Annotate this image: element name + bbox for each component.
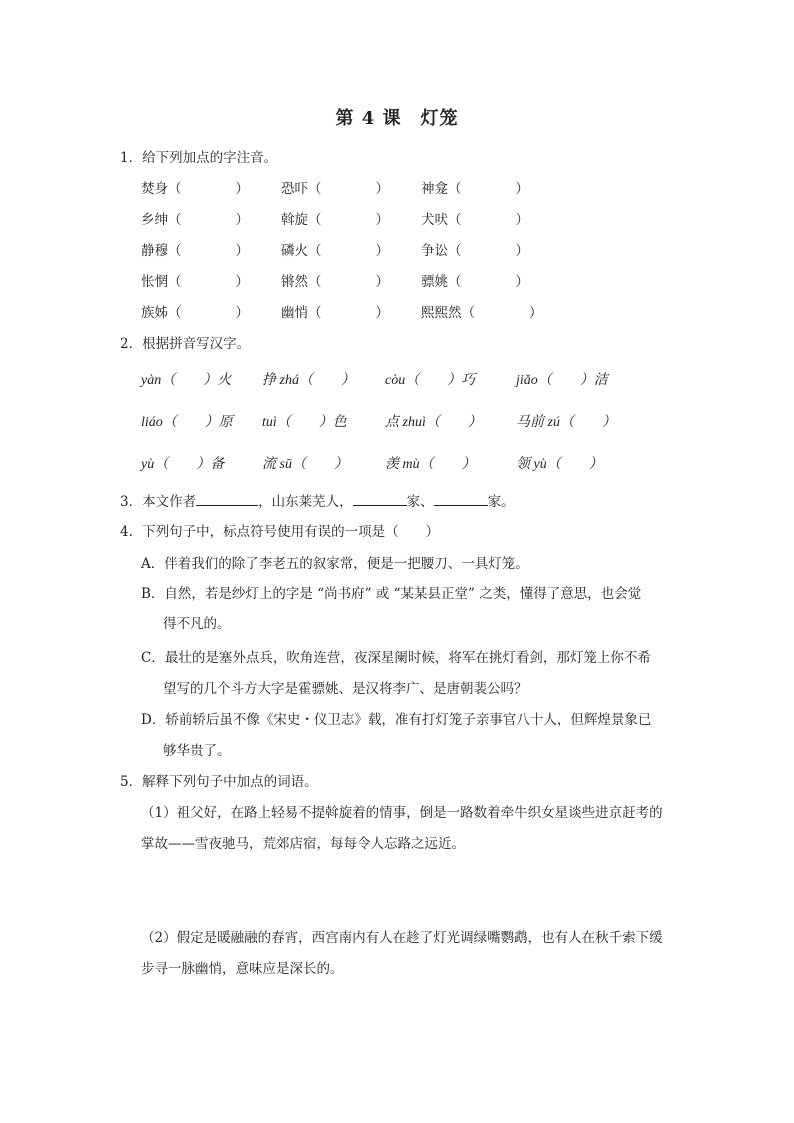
q1-item: 锵然（ ） xyxy=(281,274,389,290)
question-4-stem: 4．下列句子中，标点符号使用有误的一项是（ ） xyxy=(120,524,440,540)
q2-item: tuì（ ）色 xyxy=(262,415,347,430)
question-1-stem: 1．给下列加点的字注音。 xyxy=(120,150,278,166)
q2-item: yù（ ）备 xyxy=(141,457,225,472)
q1-item: 骠姚（ ） xyxy=(421,274,529,290)
question-2-stem: 2．根据拼音写汉字。 xyxy=(120,336,251,352)
q4-option-b-cont: 得不凡的。 xyxy=(163,616,231,632)
q1-item: 焚身（ ） xyxy=(141,181,249,197)
q1-item: 乡绅（ ） xyxy=(141,212,249,228)
q1-item: 神龛（ ） xyxy=(421,181,529,197)
q1-item: 幽悄（ ） xyxy=(281,305,389,321)
q3-text-3: 家、 xyxy=(406,494,434,510)
q4-option-d-cont: 够华贵了。 xyxy=(163,743,231,759)
question-5-stem: 5．解释下列句子中加点的词语。 xyxy=(120,774,318,790)
q5-sentence-1-cont: 掌故——雪夜驰马，荒郊店宿，每每令人忘路之远近。 xyxy=(141,836,465,852)
q1-item: 争讼（ ） xyxy=(421,243,529,259)
q4-option-c: C．最壮的是塞外点兵，吹角连营，夜深星阑时候，将军在挑灯看剑，那灯笼上你不希 xyxy=(141,650,651,666)
q1-item: 静穆（ ） xyxy=(141,243,249,259)
q2-item: yàn（ ）火 xyxy=(141,373,232,388)
q5-sentence-1: （1）祖父好，在路上轻易不提斡旋着的情事，倒是一路数着牵牛织女星谈些进京赶考的 xyxy=(141,805,663,821)
q2-item: jiǎo（ ）洁 xyxy=(516,373,608,388)
q2-item: 流 sū（ ） xyxy=(262,457,348,472)
q2-item: 马前 zú（ ） xyxy=(516,415,616,430)
q1-item: 族姊（ ） xyxy=(141,305,249,321)
q1-item: 熙熙然（ ） xyxy=(421,305,543,321)
q3-blank-author[interactable] xyxy=(196,491,258,506)
q3-text-4: 家。 xyxy=(487,494,515,510)
q4-option-d: D．轿前轿后虽不像《宋史・仪卫志》载，准有打灯笼子亲事官八十人，但辉煌景象已 xyxy=(141,712,652,728)
q2-item: liáo（ ）原 xyxy=(141,415,233,430)
q1-item: 斡旋（ ） xyxy=(281,212,389,228)
q4-option-c-cont: 望写的几个斗方大字是霍骠姚、是汉将李广、是唐朝裴公吗？ xyxy=(163,681,528,697)
q2-item: 领 yù（ ） xyxy=(516,457,603,472)
q5-sentence-2: （2）假定是暖融融的春宵，西宫南内有人在趁了灯光调绿嘴鹦鹉，也有人在秋千索下缓 xyxy=(141,930,663,946)
q1-item: 磷火（ ） xyxy=(281,243,389,259)
q1-item: 犬吠（ ） xyxy=(421,212,529,228)
q3-text-2: ，山东莱芜人， xyxy=(258,494,353,510)
q1-item: 恐吓（ ） xyxy=(281,181,389,197)
q4-option-a: A．伴着我们的除了李老五的叙家常，便是一把腰刀、一具灯笼。 xyxy=(141,556,529,572)
page-title: 第 4 课 灯笼 xyxy=(335,108,459,129)
q2-item: 点 zhuì（ ） xyxy=(385,415,482,430)
q2-item: còu（ ）巧 xyxy=(385,373,476,388)
question-3 xyxy=(120,490,515,510)
q4-option-b: B．自然，若是纱灯上的字是 “尚书府” 或 “某某县正堂” 之类，懂得了意思，也会觉 xyxy=(141,586,642,602)
q3-blank-1[interactable] xyxy=(353,491,407,506)
q2-item: 挣 zhá（ ） xyxy=(262,373,355,388)
q1-item: 怅惘（ ） xyxy=(141,274,249,290)
q3-text-1: 3．本文作者 xyxy=(120,494,197,510)
q2-item: 羡 mù（ ） xyxy=(385,457,476,472)
q5-sentence-2-cont: 步寻一脉幽悄，意味应是深长的。 xyxy=(141,961,344,977)
q3-blank-2[interactable] xyxy=(434,491,488,506)
